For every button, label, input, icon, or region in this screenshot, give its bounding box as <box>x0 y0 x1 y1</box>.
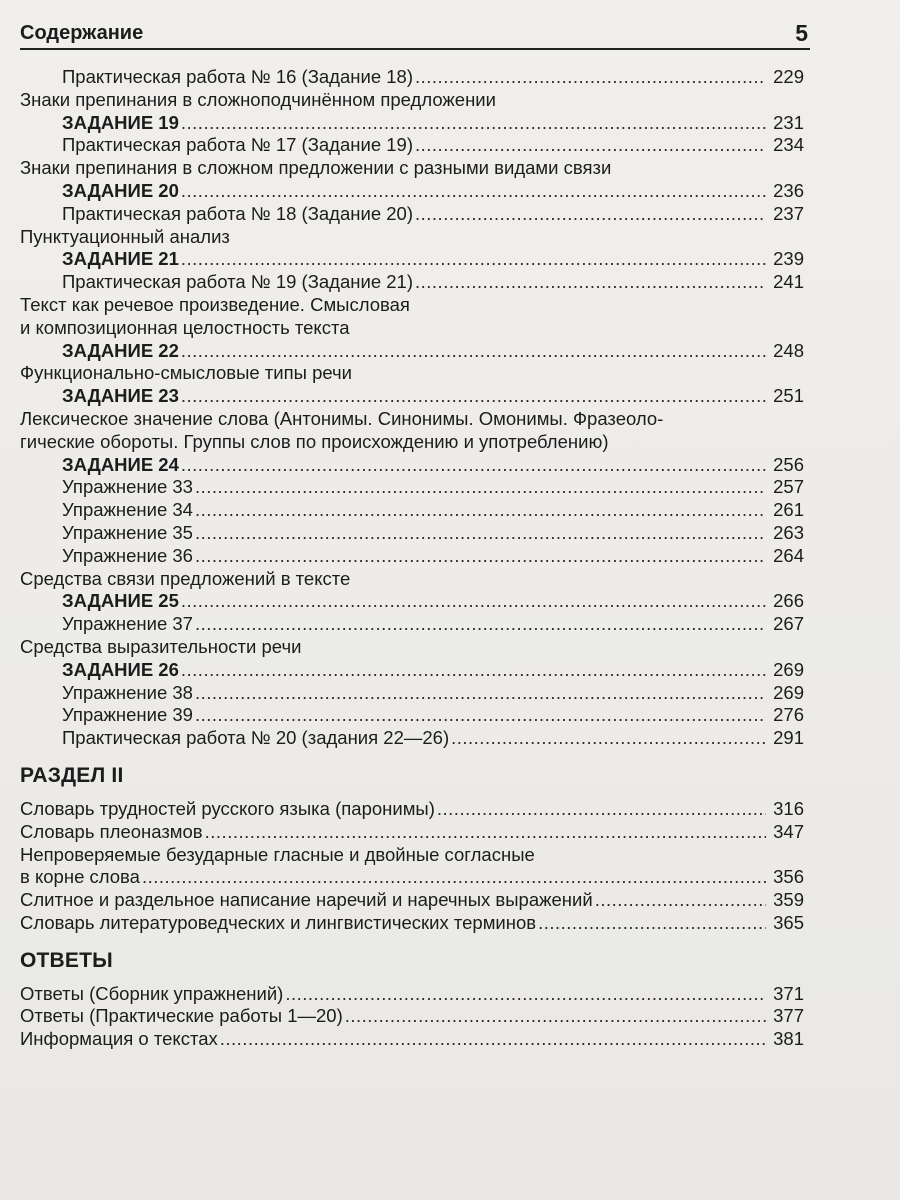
toc-entry-page: 276 <box>773 704 804 726</box>
toc-entry-title: в корне слова <box>20 866 140 888</box>
toc-entry-title: ЗАДАНИЕ 21 <box>62 248 179 270</box>
toc-entry-title: Упражнение 33 <box>62 476 193 498</box>
toc-entry <box>20 1028 804 1051</box>
toc-entry-page: 261 <box>773 499 804 521</box>
table-of-contents <box>20 66 804 1051</box>
toc-entry-title: Практическая работа № 19 (Задание 21) <box>62 271 413 293</box>
toc-entry-page: 316 <box>773 797 804 819</box>
toc-entry <box>20 912 804 935</box>
toc-entry <box>20 983 804 1006</box>
page-number: 5 <box>795 20 808 46</box>
toc-entry-page: 371 <box>773 982 804 1004</box>
toc-topic-heading: гические обороты. Группы слов по происхождению и употреблению) <box>20 430 609 452</box>
dot-leader <box>181 340 766 363</box>
toc-entry <box>20 545 804 568</box>
toc-entry-title: Информация о текстах <box>20 1028 218 1050</box>
toc-entry-page: 237 <box>773 202 804 224</box>
dot-leader <box>345 1005 766 1028</box>
dot-leader <box>220 1028 766 1051</box>
toc-entry-title: Упражнение 35 <box>62 521 193 543</box>
toc-section-answers <box>20 983 804 1051</box>
section-heading-answers: ОТВЕТЫ <box>20 948 113 972</box>
toc-entry <box>20 727 804 750</box>
toc-entry <box>20 248 804 271</box>
dot-leader <box>181 454 766 477</box>
toc-topic-heading: Знаки препинания в сложноподчинённом предложении <box>20 88 496 110</box>
dot-leader <box>195 682 766 705</box>
toc-entry-page: 256 <box>773 453 804 475</box>
toc-entry-title: Практическая работа № 16 (Задание 18) <box>62 66 413 87</box>
toc-entry-page: 229 <box>773 66 804 87</box>
dot-leader <box>195 476 766 499</box>
toc-entry-page: 381 <box>773 1028 804 1050</box>
toc-topic-heading: Знаки препинания в сложном предложении с разными видами связи <box>20 157 612 179</box>
toc-entry-title: Упражнение 37 <box>62 613 193 635</box>
toc-entry <box>20 821 804 844</box>
toc-entry <box>20 522 804 545</box>
dot-leader <box>415 134 766 157</box>
toc-topic-heading: Пунктуационный анализ <box>20 225 230 247</box>
toc-entry <box>20 271 804 294</box>
toc-entry-title: ЗАДАНИЕ 20 <box>62 179 179 201</box>
toc-entry-page: 234 <box>773 134 804 156</box>
toc-entry <box>20 590 804 613</box>
dot-leader <box>538 912 766 935</box>
toc-entry-page: 239 <box>773 248 804 270</box>
toc-entry <box>20 134 804 157</box>
toc-section-2 <box>20 798 804 935</box>
dot-leader <box>415 203 766 226</box>
dot-leader <box>195 522 766 545</box>
toc-entry-title: Ответы (Сборник упражнений) <box>20 982 284 1004</box>
toc-topic-heading: Функционально-смысловые типы речи <box>20 362 353 384</box>
toc-entry-page: 269 <box>773 681 804 703</box>
toc-entry <box>20 682 804 705</box>
dot-leader <box>285 983 766 1006</box>
toc-entry-title: Упражнение 36 <box>62 544 193 566</box>
toc-entry-page: 365 <box>773 911 804 933</box>
toc-entry-title: Практическая работа № 20 (задания 22—26) <box>62 727 450 749</box>
dot-leader <box>181 180 766 203</box>
toc-topic-heading: Средства связи предложений в тексте <box>20 567 351 589</box>
dot-leader <box>451 727 766 750</box>
toc-entry-page: 359 <box>773 889 804 911</box>
toc-entry <box>20 499 804 522</box>
toc-entry-page: 248 <box>773 339 804 361</box>
toc-entry-page: 236 <box>773 179 804 201</box>
toc-entry-page: 257 <box>773 476 804 498</box>
toc-entry <box>20 704 804 727</box>
dot-leader <box>195 704 766 727</box>
toc-entry <box>20 454 804 477</box>
toc-entry <box>20 889 804 912</box>
dot-leader <box>595 889 766 912</box>
toc-entry <box>20 613 804 636</box>
dot-leader <box>195 613 766 636</box>
toc-entry-title: Упражнение 39 <box>62 704 193 726</box>
toc-entry <box>20 112 804 135</box>
toc-entry <box>20 798 804 821</box>
toc-topic-heading: Средства выразительности речи <box>20 635 302 657</box>
dot-leader <box>181 385 766 408</box>
toc-entry-title: ЗАДАНИЕ 25 <box>62 590 179 612</box>
toc-entry-title: Словарь литературоведческих и лингвистических терминов <box>20 911 537 933</box>
section-heading-2: РАЗДЕЛ II <box>20 763 124 787</box>
toc-entry <box>20 476 804 499</box>
toc-entry <box>20 180 804 203</box>
dot-leader <box>142 866 766 889</box>
toc-entry-page: 266 <box>773 590 804 612</box>
toc-entry-title: ЗАДАНИЕ 23 <box>62 385 179 407</box>
toc-entry-page: 356 <box>773 866 804 888</box>
dot-leader <box>195 499 766 522</box>
toc-entry <box>20 1005 804 1028</box>
page-header <box>20 22 810 50</box>
toc-entry-title: Словарь плеоназмов <box>20 820 203 842</box>
running-title: Содержание <box>20 22 144 44</box>
toc-entry-page: 269 <box>773 658 804 680</box>
toc-entry-title: Словарь трудностей русского языка (паронимы) <box>20 797 435 819</box>
dot-leader <box>181 112 766 135</box>
toc-entry-title: Ответы (Практические работы 1—20) <box>20 1005 343 1027</box>
dot-leader <box>415 271 766 294</box>
toc-entry-title: Упражнение 38 <box>62 681 193 703</box>
toc-part-1 <box>20 66 804 750</box>
dot-leader <box>437 798 766 821</box>
toc-entry <box>20 659 804 682</box>
toc-entry-page: 347 <box>773 820 804 842</box>
toc-topic-heading: Непроверяемые безударные гласные и двойные согласные <box>20 843 535 865</box>
toc-entry-title: ЗАДАНИЕ 24 <box>62 453 179 475</box>
toc-entry <box>20 866 804 889</box>
dot-leader <box>195 545 766 568</box>
toc-entry-title: ЗАДАНИЕ 19 <box>62 111 179 133</box>
toc-entry <box>20 385 804 408</box>
dot-leader <box>181 590 766 613</box>
toc-entry <box>20 340 804 363</box>
toc-entry-page: 251 <box>773 385 804 407</box>
toc-entry <box>20 203 804 226</box>
toc-entry-page: 377 <box>773 1005 804 1027</box>
toc-entry-title: Упражнение 34 <box>62 499 193 521</box>
toc-entry-page: 264 <box>773 544 804 566</box>
toc-entry-title: Слитное и раздельное написание наречий и наречных выражений <box>20 889 593 911</box>
toc-entry-page: 231 <box>773 111 804 133</box>
toc-entry-title: ЗАДАНИЕ 22 <box>62 339 179 361</box>
toc-entry-page: 291 <box>773 727 804 749</box>
toc-entry-title: Практическая работа № 18 (Задание 20) <box>62 202 413 224</box>
dot-leader <box>181 659 766 682</box>
toc-entry-page: 267 <box>773 613 804 635</box>
toc-entry-page: 241 <box>773 271 804 293</box>
toc-entry-title: ЗАДАНИЕ 26 <box>62 658 179 680</box>
toc-entry <box>20 66 804 89</box>
dot-leader <box>181 248 766 271</box>
toc-entry-title: Практическая работа № 17 (Задание 19) <box>62 134 413 156</box>
toc-topic-heading: Лексическое значение слова (Антонимы. Синонимы. Омонимы. Фразеоло- <box>20 407 664 429</box>
toc-topic-heading: и композиционная целостность текста <box>20 316 350 338</box>
toc-topic-heading: Текст как речевое произведение. Смысловая <box>20 293 410 315</box>
dot-leader <box>415 66 766 89</box>
dot-leader <box>205 821 766 844</box>
toc-entry-page: 263 <box>773 521 804 543</box>
